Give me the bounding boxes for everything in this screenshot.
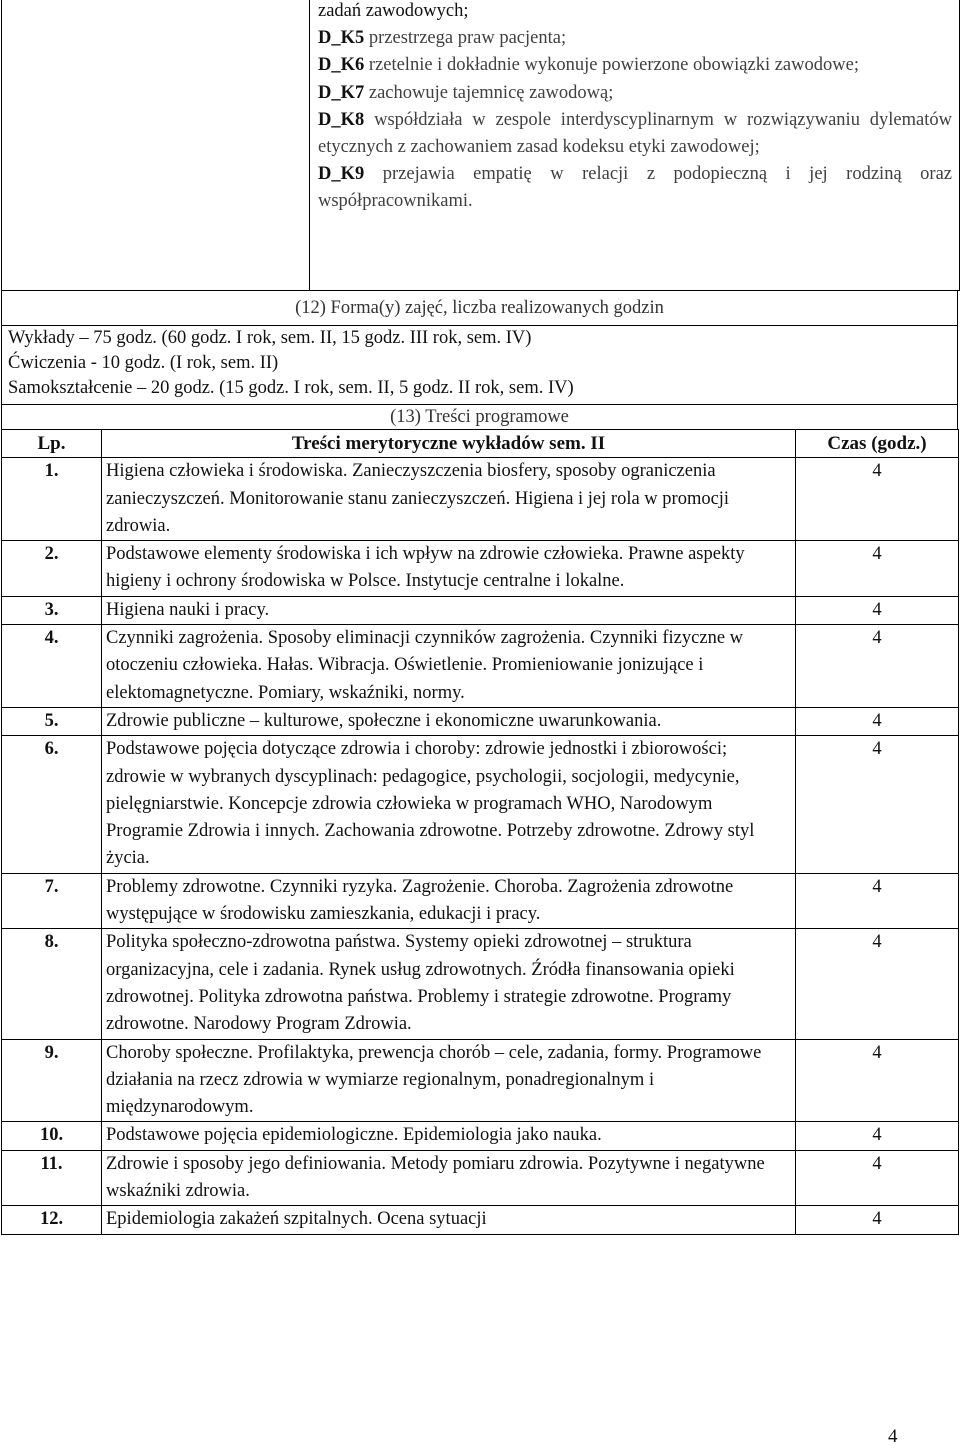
table-row: [2, 458, 959, 541]
row-hours: 4: [796, 596, 959, 624]
table-body: [2, 458, 959, 1234]
table-header-row: [2, 430, 959, 458]
outcome-line: D_K8 współdziała w zespole interdyscyplinarnym w rozwiązywaniu dylematów etycznych z zachowaniem zasad kodeksu etyki zawodowej;: [318, 109, 952, 158]
table-row: [2, 1122, 959, 1150]
row-hours: 4: [796, 1122, 959, 1150]
table-row: [2, 596, 959, 624]
row-number: 6.: [2, 736, 102, 873]
table-row: [2, 625, 959, 708]
header-content: Treści merytoryczne wykładów sem. II: [102, 430, 796, 458]
outcome-line: D_K6 rzetelnie i dokładnie wykonuje powierzone obowiązki zawodowe;: [318, 55, 859, 76]
table-row: [2, 929, 959, 1039]
row-content: Problemy zdrowotne. Czynniki ryzyka. Zagrożenie. Choroba. Zagrożenia zdrowotne występujące w środowisku zamieszkania, edukacji i pracy.: [102, 873, 796, 929]
row-hours: 4: [796, 458, 959, 541]
row-content: Zdrowie i sposoby jego definiowania. Metody pomiaru zdrowia. Pozytywne i negatywne wskaźniki zdrowia.: [102, 1150, 796, 1206]
row-number: 12.: [2, 1206, 102, 1234]
section-13-title: (13) Treści programowe: [1, 404, 958, 430]
table-row: [2, 873, 959, 929]
outcome-line: D_K9 przejawia empatię w relacji z podopieczną i jej rodziną oraz współpracownikami.: [318, 164, 952, 212]
row-number: 1.: [2, 458, 102, 541]
row-hours: 4: [796, 541, 959, 597]
row-content: Zdrowie publiczne – kulturowe, społeczne i ekonomiczne uwarunkowania.: [102, 707, 796, 735]
table-row: [2, 707, 959, 735]
row-content: Podstawowe pojęcia dotyczące zdrowia i choroby: zdrowie jednostki i zbiorowości; zdrowie w wybranych dyscyplinach: pedagogice, psychologii, socjologii, medycynie, pielęgniarstwie. Koncepcje zdrowia człowieka w programach WHO, Narodowym Programie Zdrowia i innych. Zachowania zdrowotne. Potrzeby zdrowotne. Zdrowy styl życia.: [102, 736, 796, 873]
row-hours: 4: [796, 1206, 959, 1234]
class-forms: [1, 325, 958, 405]
row-content: Epidemiologia zakażeń szpitalnych. Ocena sytuacji: [102, 1206, 796, 1234]
row-content: Podstawowe elementy środowiska i ich wpływ na zdrowie człowieka. Prawne aspekty higieny i ochrony środowiska w Polsce. Instytucje centralne i lokalne.: [102, 541, 796, 597]
row-hours: 4: [796, 707, 959, 735]
row-number: 7.: [2, 873, 102, 929]
table-row: [2, 1150, 959, 1206]
row-hours: 4: [796, 1039, 959, 1122]
row-number: 10.: [2, 1122, 102, 1150]
outcomes-text: [318, 0, 952, 216]
row-content: Polityka społeczno-zdrowotna państwa. Systemy opieki zdrowotnej – struktura organizacyjna, cele i zadania. Rynek usług zdrowotnych. Źródła finansowania opieki zdrowotnej. Polityka zdrowotna państwa. Problemy i strategie zdrowotne. Programy zdrowotne. Narodowy Program Zdrowia.: [102, 929, 796, 1039]
outcome-line: D_K5 przestrzega praw pacjenta;: [318, 28, 567, 49]
row-number: 4.: [2, 625, 102, 708]
forms-line-selfstudy: Samokształcenie – 20 godz. (15 godz. I rok, sem. II, 5 godz. II rok, sem. IV): [8, 378, 574, 398]
header-lp: Lp.: [2, 430, 102, 458]
table-row: [2, 541, 959, 597]
section-12-title: (12) Forma(y) zajęć, liczba realizowanych godzin: [1, 290, 958, 326]
row-number: 8.: [2, 929, 102, 1039]
outcomes-left-cell: [2, 0, 310, 290]
outcome-line: D_K7 zachowuje tajemnicę zawodową;: [318, 82, 614, 103]
row-content: Czynniki zagrożenia. Sposoby eliminacji czynników zagrożenia. Czynniki fizyczne w otoczeniu człowieka. Hałas. Wibracja. Oświetlenie. Promieniowanie jonizujące i elektomagnetyczne. Pomiary, wskaźniki, normy.: [102, 625, 796, 708]
row-content: Choroby społeczne. Profilaktyka, prewencja chorób – cele, zadania, formy. Programowe działania na rzecz zdrowia w wymiarze regionalnym, ponadregionalnym i międzynarodowym.: [102, 1039, 796, 1122]
outcome-line: zadań zawodowych;: [318, 1, 469, 21]
row-hours: 4: [796, 1150, 959, 1206]
row-number: 3.: [2, 596, 102, 624]
row-hours: 4: [796, 929, 959, 1039]
row-hours: 4: [796, 625, 959, 708]
row-content: Podstawowe pojęcia epidemiologiczne. Epidemiologia jako nauka.: [102, 1122, 796, 1150]
forms-line-exercises: Ćwiczenia - 10 godz. (I rok, sem. II): [8, 353, 279, 373]
table-row: [2, 1039, 959, 1122]
row-hours: 4: [796, 873, 959, 929]
forms-line-lectures: Wykłady – 75 godz. (60 godz. I rok, sem. II, 15 godz. III rok, sem. IV): [8, 328, 532, 348]
row-number: 2.: [2, 541, 102, 597]
program-content-table: [1, 429, 959, 1235]
row-hours: 4: [796, 736, 959, 873]
header-hours: Czas (godz.): [796, 430, 959, 458]
table-row: [2, 736, 959, 873]
row-content: Higiena nauki i pracy.: [102, 596, 796, 624]
row-number: 9.: [2, 1039, 102, 1122]
table-row: [2, 1206, 959, 1234]
row-number: 5.: [2, 707, 102, 735]
row-number: 11.: [2, 1150, 102, 1206]
page-number: 4: [888, 1426, 898, 1447]
outcomes-block: [1, 0, 960, 291]
row-content: Higiena człowieka i środowiska. Zanieczyszczenia biosfery, sposoby ograniczenia zanieczyszczeń. Monitorowanie stanu zanieczyszczeń. Higiena i jej rola w promocji zdrowia.: [102, 458, 796, 541]
